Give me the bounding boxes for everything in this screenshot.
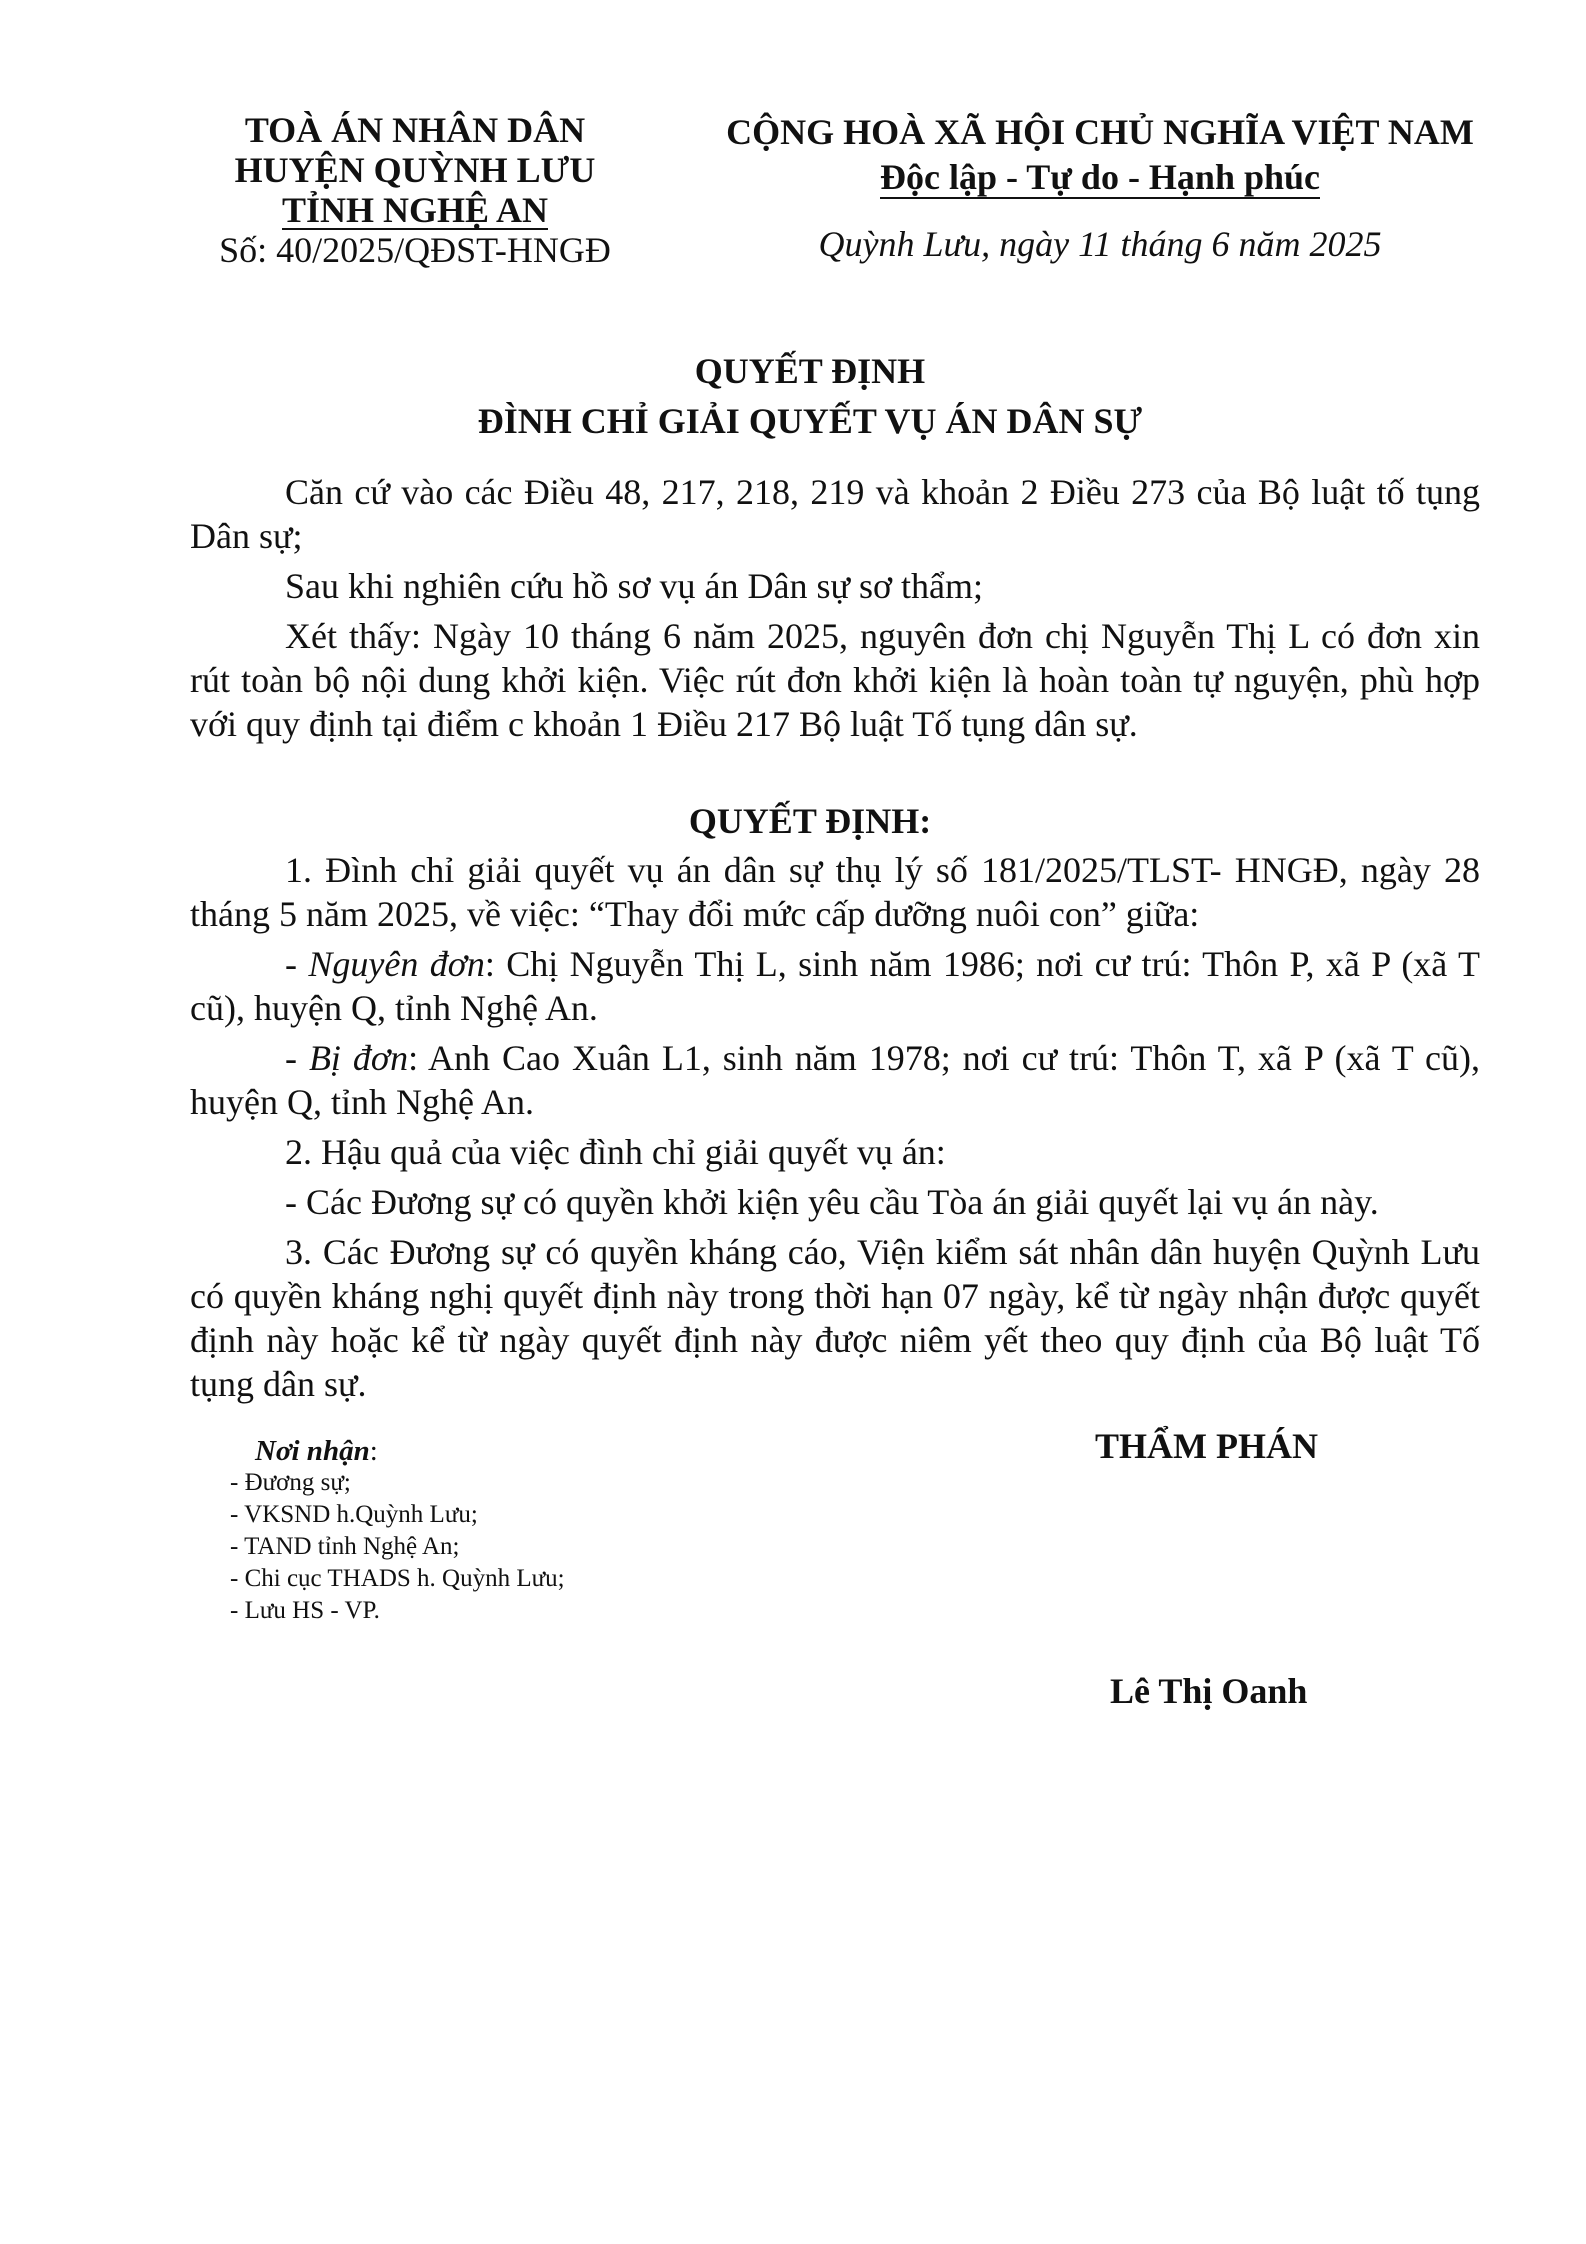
recipient-item: - Đương sự; — [230, 1469, 351, 1496]
court-name-line1: TOÀ ÁN NHÂN DÂN — [244, 110, 586, 150]
recipient-item: - TAND tỉnh Nghệ An; — [230, 1533, 460, 1560]
decision-body — [190, 848, 1480, 1412]
court-name-line3: TỈNH NGHỆ AN — [281, 190, 549, 230]
signer-name: Lê Thị Oanh — [1110, 1671, 1308, 1711]
recipients-block — [230, 1435, 565, 1627]
national-motto: Độc lập - Tự do - Hạnh phúc — [879, 157, 1321, 197]
decision-item-1: 1. Đình chỉ giải quyết vụ án dân sự thụ lý số 181/2025/TLST- HNGĐ, ngày 28 tháng 5 năm 2025, về việc: “Thay đổi mức cấp dưỡng nuôi con” giữa: — [190, 850, 1480, 934]
defendant-text: : Anh Cao Xuân L1, sinh năm 1978; nơi cư trú: Thôn T, xã P (xã T cũ), huyện Q, tỉnh Nghệ An. — [190, 1038, 1480, 1122]
document-number: Số: 40/2025/QĐST-HNGĐ — [219, 230, 611, 270]
national-header — [700, 110, 1500, 267]
defendant-line: - Bị đơn: Anh Cao Xuân L1, sinh năm 1978; nơi cư trú: Thôn T, xã P (xã T cũ), huyện Q, tỉnh Nghệ An. — [190, 1038, 1480, 1122]
decision-item-3: 3. Các Đương sự có quyền kháng cáo, Viện kiểm sát nhân dân huyện Quỳnh Lưu có quyền kháng nghị quyết định này trong thời hạn 07 ngày, kể từ ngày nhận được quyết định này hoặc kể từ ngày quyết định này được niêm yết theo quy định của Bộ luật Tố tụng dân sự. — [190, 1232, 1480, 1404]
preamble-finding: Xét thấy: Ngày 10 tháng 6 năm 2025, nguyên đơn chị Nguyễn Thị L có đơn xin rút toàn bộ nội dung khởi kiện. Việc rút đơn khởi kiện là hoàn toàn tự nguyện, phù hợp với quy định tại điểm c khoản 1 Điều 217 Bộ luật Tố tụng dân sự. — [190, 616, 1480, 744]
court-name-line2: HUYỆN QUỲNH LƯU — [234, 150, 596, 190]
plaintiff-label: Nguyên đơn — [308, 944, 485, 984]
preamble — [190, 470, 1480, 752]
preamble-review: Sau khi nghiên cứu hồ sơ vụ án Dân sự sơ thẩm; — [285, 566, 984, 606]
decision-item-2-sub: - Các Đương sự có quyền khởi kiện yêu cầu Tòa án giải quyết lại vụ án này. — [285, 1182, 1379, 1222]
defendant-label: Bị đơn — [308, 1038, 409, 1078]
signer-title: THẨM PHÁN — [1095, 1426, 1318, 1466]
national-title: CỘNG HOÀ XÃ HỘI CHỦ NGHĨA VIỆT NAM — [726, 112, 1474, 152]
recipient-item: - Chi cục THADS h. Quỳnh Lưu; — [230, 1565, 565, 1592]
court-header — [145, 110, 685, 270]
document-subtitle: ĐÌNH CHỈ GIẢI QUYẾT VỤ ÁN DÂN SỰ — [477, 401, 1143, 441]
plaintiff-text: : Chị Nguyễn Thị L, sinh năm 1986; nơi cư trú: Thôn P, xã P (xã T cũ), huyện Q, tỉnh Nghệ An. — [190, 944, 1480, 1028]
document-date: Quỳnh Lưu, ngày 11 tháng 6 năm 2025 — [818, 224, 1382, 264]
decision-heading: QUYẾT ĐỊNH: — [688, 801, 932, 841]
recipient-item: - VKSND h.Quỳnh Lưu; — [230, 1501, 478, 1528]
preamble-legal-basis: Căn cứ vào các Điều 48, 217, 218, 219 và khoản 2 Điều 273 của Bộ luật tố tụng Dân sự; — [190, 472, 1480, 556]
recipient-item: - Lưu HS - VP. — [230, 1597, 380, 1624]
recipients-heading: Nơi nhận: — [255, 1435, 378, 1467]
plaintiff-line: - Nguyên đơn: Chị Nguyễn Thị L, sinh năm 1986; nơi cư trú: Thôn P, xã P (xã T cũ), huyện Q, tỉnh Nghệ An. — [190, 944, 1480, 1028]
decision-item-2: 2. Hậu quả của việc đình chỉ giải quyết vụ án: — [285, 1132, 946, 1172]
document-title: QUYẾT ĐỊNH — [694, 351, 926, 391]
